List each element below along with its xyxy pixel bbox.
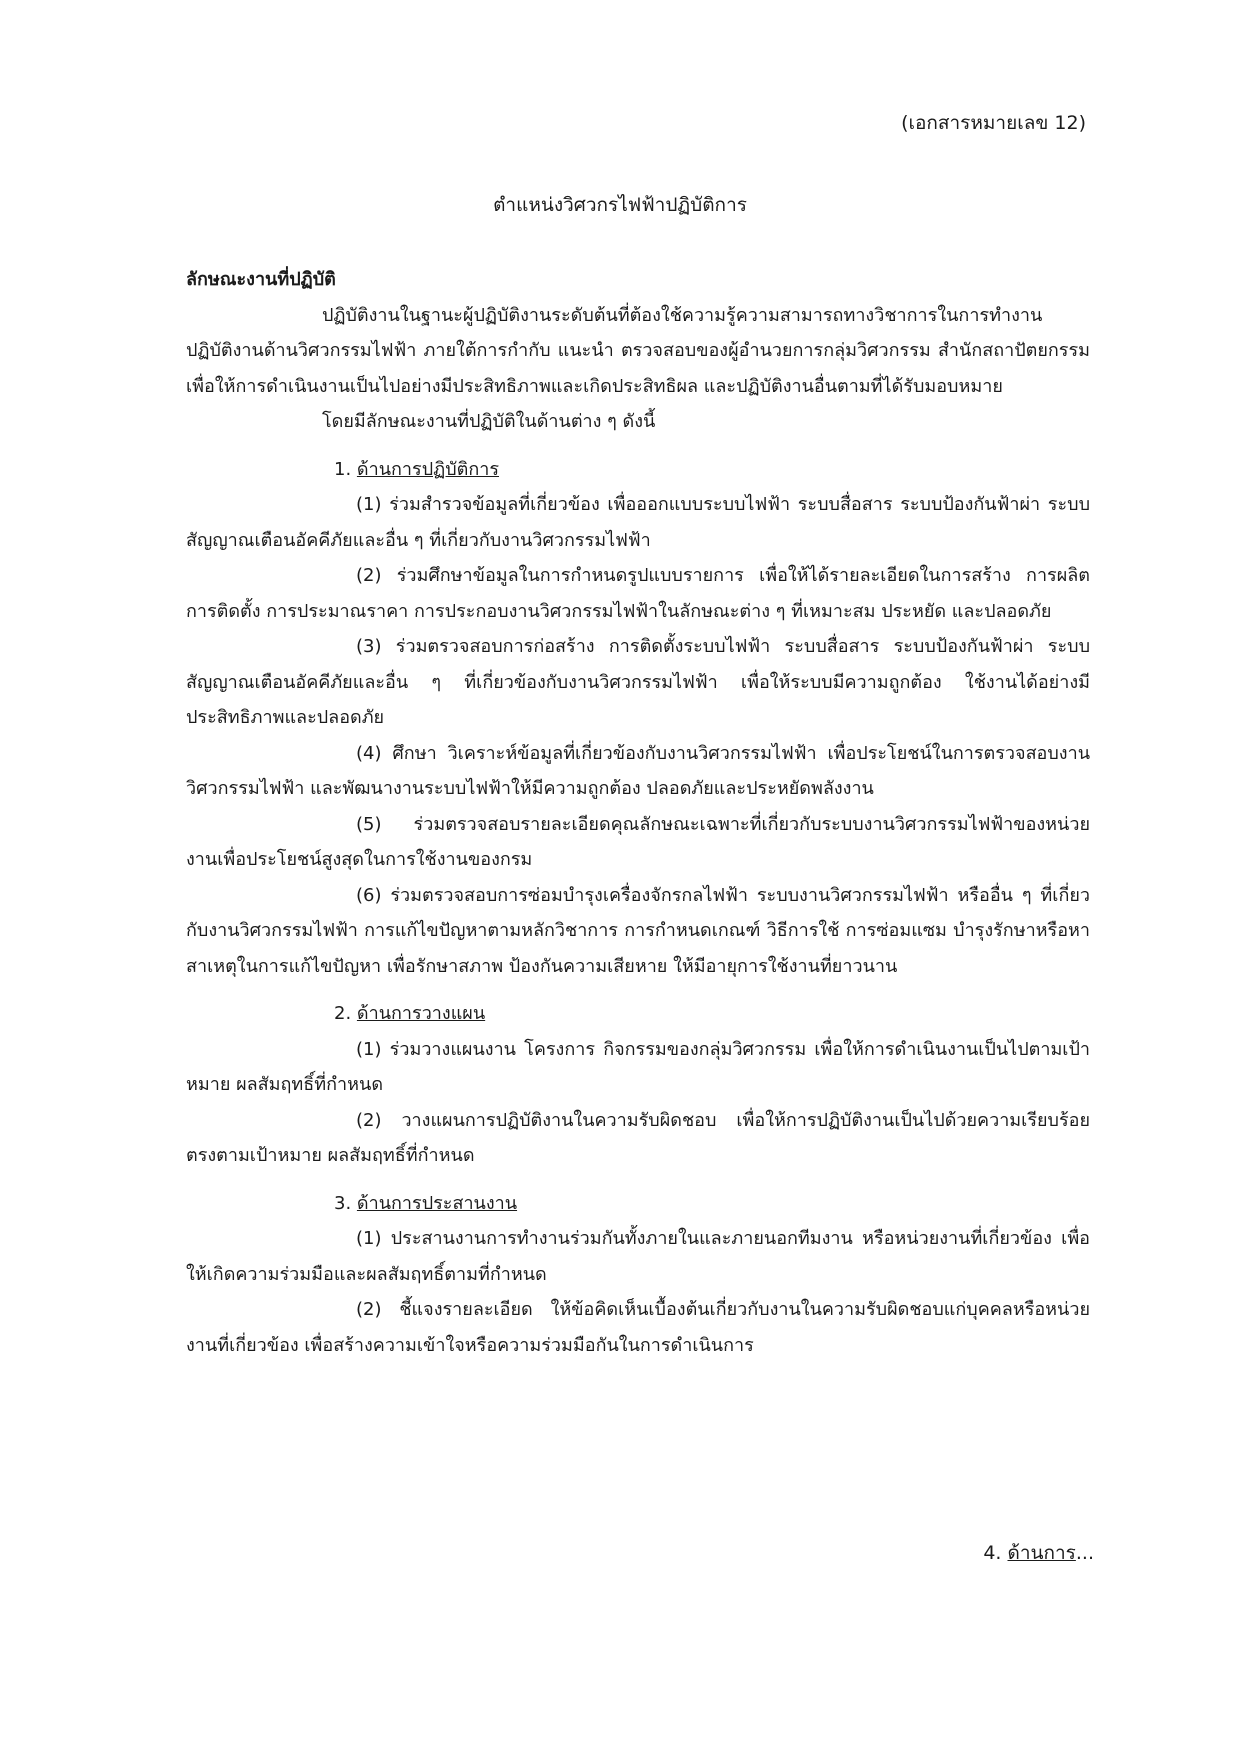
spacer [186, 1174, 1090, 1186]
continuation-text: ด้านการ [1007, 1542, 1076, 1564]
list-item: (2) ชี้แจงรายละเอียด ให้ข้อคิดเห็นเบื้องต้นเกี่ยวกับงานในความรับผิดชอบแก่บุคคลหรือหน่วยงานที่เกี่ยวข้อง เพื่อสร้างความเข้าใจหรือความร่วมมือกันในการดำเนินการ [186, 1299, 1090, 1356]
category-title: ด้านการปฏิบัติการ [356, 458, 499, 480]
continuation-ellipsis: ... [1075, 1542, 1094, 1564]
intro-paragraph: ปฏิบัติงานในฐานะผู้ปฏิบัติงานระดับต้นที่ต้องใช้ความรู้ความสามารถทางวิชาการในการทำงาน ปฏิบัติงานด้านวิศวกรรมไฟฟ้า ภายใต้การกำกับ แนะนำ ตรวจสอบของผู้อำนวยการกลุ่มวิศวกรรม สำนักสถาปัตยกรรม เพื่อให้การดำเนินงานเป็นไปอย่างมีประสิทธิภาพและเกิดประสิทธิผล และปฏิบัติงานอื่นตามที่ได้รับมอบหมาย [186, 304, 1090, 397]
document-number: (เอกสารหมายเลข 12) [901, 112, 1086, 134]
spacer [186, 440, 1090, 452]
lead-paragraph: โดยมีลักษณะงานที่ปฏิบัติในด้านต่าง ๆ ดังนี้ [322, 411, 656, 432]
list-item: (2) วางแผนการปฏิบัติงานในความรับผิดชอบ เพื่อให้การปฏิบัติงานเป็นไปด้วยความเรียบร้อยตรงตามเป้าหมาย ผลสัมฤทธิ์ที่กำหนด [186, 1109, 1090, 1166]
category-title: ด้านการวางแผน [356, 1003, 486, 1024]
list-item: (5) ร่วมตรวจสอบรายละเอียดคุณลักษณะเฉพาะที่เกี่ยวกับระบบงานวิศวกรรมไฟฟ้าของหน่วยงานเพื่อประโยชน์สูงสุดในการใช้งานของกรม [186, 813, 1090, 870]
category-heading [186, 1186, 1090, 1222]
list-item: (1) ร่วมวางแผนงาน โครงการ กิจกรรมของกลุ่มวิศวกรรม เพื่อให้การดำเนินงานเป็นไปตามเป้าหมาย ผลสัมฤทธิ์ที่กำหนด [186, 1038, 1090, 1095]
list-item: (2) ร่วมศึกษาข้อมูลในการกำหนดรูปแบบรายการ เพื่อให้ได้รายละเอียดในการสร้าง การผลิต การติดตั้ง การประมาณราคา การประกอบงานวิศวกรรมไฟฟ้าในลักษณะต่าง ๆ ที่เหมาะสม ประหยัด และปลอดภัย [186, 565, 1090, 622]
category-heading [186, 452, 1090, 488]
category-number: 3. [334, 1192, 352, 1214]
list-item: (4) ศึกษา วิเคราะห์ข้อมูลที่เกี่ยวข้องกับงานวิศวกรรมไฟฟ้า เพื่อประโยชน์ในการตรวจสอบงานวิศวกรรมไฟฟ้า และพัฒนางานระบบไฟฟ้าให้มีความถูกต้อง ปลอดภัยและประหยัดพลังงาน [186, 742, 1090, 799]
continuation-number: 4. [983, 1542, 1002, 1564]
section-heading: ลักษณะงานที่ปฏิบัติ [186, 269, 336, 290]
category-number: 2. [334, 1003, 352, 1024]
spacer [186, 984, 1090, 996]
list-item: (1) ประสานงานการทำงานร่วมกันทั้งภายในและภายนอกทีมงาน หรือหน่วยงานที่เกี่ยวข้อง เพื่อให้เกิดความร่วมมือและผลสัมฤทธิ์ตามที่กำหนด [186, 1228, 1090, 1285]
list-item: (6) ร่วมตรวจสอบการซ่อมบำรุงเครื่องจักรกลไฟฟ้า ระบบงานวิศวกรรมไฟฟ้า หรืออื่น ๆ ที่เกี่ยวกับงานวิศวกรรมไฟฟ้า การแก้ไขปัญหาตามหลักวิชาการ การกำหนดเกณฑ์ วิธีการใช้ การซ่อมแซม บำรุงรักษาหรือหาสาเหตุในการแก้ไขปัญหา เพื่อรักษาสภาพ ป้องกันความเสียหาย ให้มีอายุการใช้งานที่ยาวนาน [186, 884, 1090, 977]
list-item: (1) ร่วมสำรวจข้อมูลที่เกี่ยวข้อง เพื่อออกแบบระบบไฟฟ้า ระบบสื่อสาร ระบบป้องกันฟ้าผ่า ระบบสัญญาณเตือนอัคคีภัยและอื่น ๆ ที่เกี่ยวกับงานวิศวกรรมไฟฟ้า [186, 494, 1090, 551]
category-number: 1. [334, 458, 352, 480]
category-heading [186, 996, 1090, 1032]
document-body [186, 262, 1090, 1363]
list-item: (3) ร่วมตรวจสอบการก่อสร้าง การติดตั้งระบบไฟฟ้า ระบบสื่อสาร ระบบป้องกันฟ้าผ่า ระบบสัญญาณเตือนอัคคีภัยและอื่น ๆ ที่เกี่ยวข้องกับงานวิศวกรรมไฟฟ้า เพื่อให้ระบบมีความถูกต้อง ใช้งานได้อย่างมีประสิทธิภาพและปลอดภัย [186, 636, 1090, 728]
category-title: ด้านการประสานงาน [356, 1192, 518, 1214]
continuation-note [983, 1538, 1094, 1568]
document-title: ตำแหน่งวิศวกรไฟฟ้าปฏิบัติการ [493, 194, 747, 216]
